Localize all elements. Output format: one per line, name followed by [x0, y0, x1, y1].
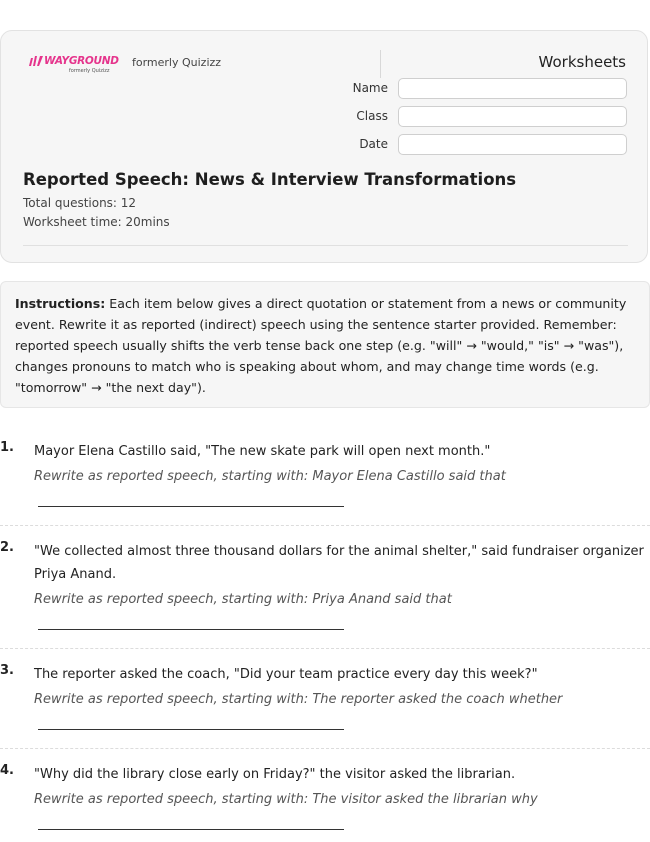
date-input[interactable]	[398, 134, 627, 155]
answer-line[interactable]	[38, 629, 344, 630]
logo-wordmark: WAYGROUND	[44, 55, 119, 67]
class-field-row	[341, 106, 629, 128]
worksheet-header	[0, 30, 648, 263]
question-prompt: Rewrite as reported speech, starting with: The visitor asked the librarian why	[34, 792, 538, 807]
doc-type-label: Worksheets	[538, 53, 626, 71]
class-label: Class	[356, 109, 388, 123]
answer-line[interactable]	[38, 506, 344, 507]
formerly-quizizz-text: formerly Quizizz	[132, 56, 222, 69]
worksheet-title: Reported Speech: News & Interview Transformations	[23, 170, 517, 189]
date-field-row	[341, 134, 629, 156]
question-prompt: Rewrite as reported speech, starting with: The reporter asked the coach whether	[34, 692, 563, 707]
answer-line[interactable]	[38, 729, 344, 730]
question-text: "We collected almost three thousand dollars for the animal shelter," said fundraiser organizer Priya Anand.	[34, 544, 644, 582]
date-label: Date	[359, 137, 388, 151]
question-separator	[0, 648, 650, 649]
question-prompt: Rewrite as reported speech, starting with: Mayor Elena Castillo said that	[34, 469, 506, 484]
header-divider	[380, 50, 381, 78]
question-number: 3.	[0, 663, 14, 678]
question-number: 1.	[0, 440, 14, 455]
worksheet-time: Worksheet time: 20mins	[23, 215, 170, 229]
question-prompt: Rewrite as reported speech, starting with: Priya Anand said that	[34, 592, 452, 607]
class-input[interactable]	[398, 106, 627, 127]
question-text: "Why did the library close early on Friday?" the visitor asked the librarian.	[34, 767, 516, 782]
answer-line[interactable]	[38, 829, 344, 830]
logo-subtext: formerly Quizizz	[69, 68, 110, 74]
question-number: 2.	[0, 540, 14, 555]
logo-mark-icon	[29, 56, 43, 66]
total-questions: Total questions: 12	[23, 196, 137, 210]
question-separator	[0, 748, 650, 749]
question-text: Mayor Elena Castillo said, "The new skate park will open next month."	[34, 444, 491, 459]
question-separator	[0, 525, 650, 526]
instructions-label: Instructions:	[15, 296, 106, 311]
question-number: 4.	[0, 763, 14, 778]
instructions-box	[0, 281, 650, 408]
instructions-text: Each item below gives a direct quotation or statement from a news or community event. Rewrite it as reported (indirect) speech using the sentence starter provided. Remember: reported speech usually shifts the verb tense back one step (e.g. "will" → "would," "is" → "was"), changes pronouns to match who is speaking about whom, and may change time words (e.g. "tomorrow" → "the next day").	[15, 296, 627, 395]
name-field-row	[341, 78, 629, 100]
wayground-logo	[29, 55, 119, 77]
name-input[interactable]	[398, 78, 627, 99]
question-text: The reporter asked the coach, "Did your team practice every day this week?"	[34, 667, 538, 682]
name-label: Name	[352, 81, 388, 95]
header-rule	[23, 245, 628, 246]
